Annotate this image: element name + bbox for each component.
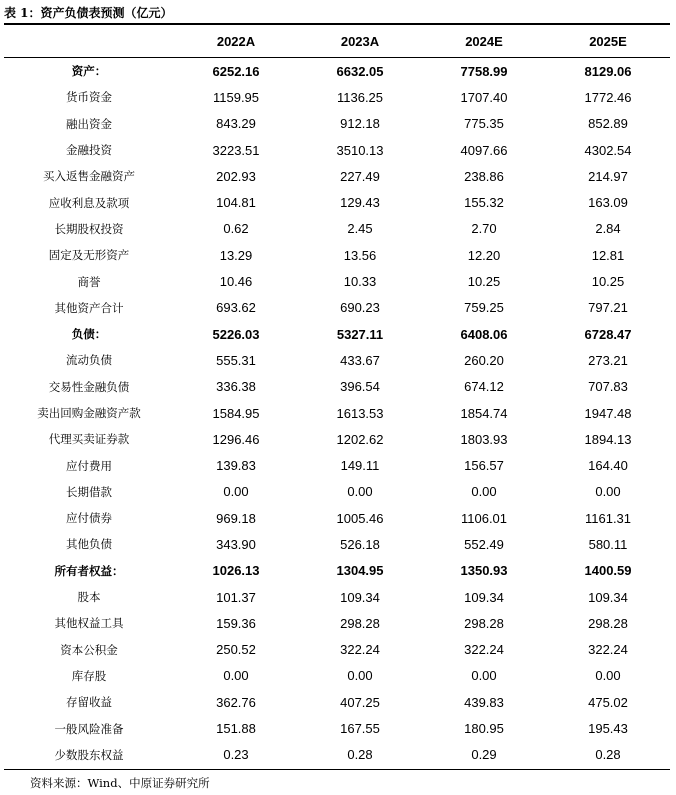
value-cell-2023a: 1304.95	[336, 563, 384, 579]
header-label-cell	[4, 25, 174, 58]
value-cell-2025e: 12.81	[591, 247, 625, 263]
value-cell-2023a: 407.25	[340, 694, 380, 710]
row-label: 资产：	[71, 64, 107, 79]
value-cell-2022a: 693.62	[216, 300, 256, 316]
value-cell-2022a: 362.76	[216, 694, 256, 710]
value-cell-2022a: 139.83	[216, 458, 256, 474]
value-cell-2023a: 109.34	[340, 589, 380, 605]
value-cell-2022a: 6252.16	[212, 63, 260, 79]
value-cell-2023a: 1005.46	[336, 510, 384, 526]
value-cell-2023a: 0.00	[347, 484, 373, 500]
row-label: 一般风险准备	[54, 721, 124, 736]
row-label: 负债：	[71, 327, 107, 342]
row-label: 少数股东权益	[54, 747, 124, 762]
row-label: 长期股权投资	[54, 221, 124, 236]
balance-sheet-table	[4, 25, 670, 768]
value-cell-2025e: 214.97	[588, 168, 628, 184]
row-label: 库存股	[71, 668, 107, 683]
value-cell-2023a: 912.18	[340, 116, 380, 132]
value-cell-2024e: 0.00	[471, 484, 497, 500]
value-cell-2023a: 0.00	[347, 668, 373, 684]
header-2022a: 2022A	[174, 25, 298, 58]
table-row	[4, 426, 670, 452]
value-cell-2025e: 4302.54	[584, 142, 632, 158]
value-cell-2024e: 260.20	[464, 352, 504, 368]
table-row	[4, 663, 670, 689]
value-cell-2023a: 5327.11	[336, 326, 384, 342]
value-cell-2025e: 852.89	[588, 116, 628, 132]
value-cell-2024e: 1707.40	[460, 89, 508, 105]
row-label: 商誉	[77, 274, 101, 289]
table-row	[4, 558, 670, 584]
value-cell-2025e: 1161.31	[584, 510, 632, 526]
value-cell-2024e: 0.29	[471, 747, 497, 763]
table-body	[4, 58, 670, 769]
row-label: 股本	[77, 590, 101, 605]
value-cell-2024e: 759.25	[464, 300, 504, 316]
value-cell-2024e: 2.70	[471, 221, 497, 237]
value-cell-2025e: 109.34	[588, 589, 628, 605]
value-cell-2025e: 475.02	[588, 694, 628, 710]
value-cell-2024e: 109.34	[464, 589, 504, 605]
value-cell-2022a: 3223.51	[212, 142, 260, 158]
value-cell-2024e: 439.83	[464, 694, 504, 710]
row-label: 金融投资	[66, 143, 112, 158]
value-cell-2022a: 0.62	[223, 221, 249, 237]
table-row	[4, 268, 670, 294]
value-cell-2022a: 10.46	[219, 274, 253, 290]
value-cell-2024e: 4097.66	[460, 142, 508, 158]
table-row	[4, 584, 670, 610]
header-2023a: 2023A	[298, 25, 422, 58]
header-2025e: 2025E	[546, 25, 670, 58]
table-row	[4, 610, 670, 636]
row-label: 其他权益工具	[54, 616, 124, 631]
value-cell-2023a: 6632.05	[336, 63, 384, 79]
value-cell-2025e: 1894.13	[584, 431, 632, 447]
value-cell-2024e: 12.20	[467, 247, 501, 263]
value-cell-2022a: 843.29	[216, 116, 256, 132]
table-row	[4, 163, 670, 189]
row-label: 融出资金	[66, 116, 112, 131]
value-cell-2025e: 6728.47	[584, 326, 632, 342]
header-2024e: 2024E	[422, 25, 546, 58]
value-cell-2025e: 1947.48	[584, 405, 632, 421]
row-label: 货币资金	[66, 90, 112, 105]
row-label: 买入返售金融资产	[43, 169, 135, 184]
value-cell-2022a: 336.38	[216, 379, 256, 395]
value-cell-2023a: 690.23	[340, 300, 380, 316]
table-row	[4, 321, 670, 347]
value-cell-2025e: 797.21	[588, 300, 628, 316]
value-cell-2022a: 555.31	[216, 352, 256, 368]
row-label: 应付债券	[66, 511, 112, 526]
row-label: 所有者权益：	[54, 563, 124, 578]
value-cell-2022a: 159.36	[216, 615, 256, 631]
table-row	[4, 531, 670, 557]
value-cell-2022a: 1026.13	[212, 563, 260, 579]
row-label: 固定及无形资产	[48, 248, 130, 263]
table-row	[4, 479, 670, 505]
value-cell-2025e: 273.21	[588, 352, 628, 368]
value-cell-2022a: 0.23	[223, 747, 249, 763]
value-cell-2025e: 707.83	[588, 379, 628, 395]
table-row	[4, 189, 670, 215]
table-row	[4, 295, 670, 321]
row-label: 其他负债	[66, 537, 112, 552]
value-cell-2022a: 5226.03	[212, 326, 260, 342]
row-label: 代理买卖证券款	[48, 432, 130, 447]
row-label: 交易性金融负债	[48, 379, 130, 394]
row-label: 流动负债	[66, 353, 112, 368]
value-cell-2022a: 1584.95	[212, 405, 260, 421]
row-label: 应收利息及款项	[48, 195, 130, 210]
row-label: 存留收益	[66, 695, 112, 710]
value-cell-2025e: 10.25	[591, 274, 625, 290]
header-row	[4, 25, 670, 58]
row-label: 其他资产合计	[54, 300, 124, 315]
value-cell-2023a: 1136.25	[336, 89, 384, 105]
value-cell-2024e: 298.28	[464, 615, 504, 631]
value-cell-2022a: 250.52	[216, 642, 256, 658]
value-cell-2023a: 298.28	[340, 615, 380, 631]
table-row	[4, 242, 670, 268]
row-label: 卖出回购金融资产款	[37, 406, 141, 420]
value-cell-2024e: 1106.01	[460, 510, 508, 526]
value-cell-2025e: 298.28	[588, 615, 628, 631]
value-cell-2024e: 6408.06	[460, 326, 508, 342]
value-cell-2022a: 343.90	[216, 536, 256, 552]
value-cell-2023a: 396.54	[340, 379, 380, 395]
value-cell-2024e: 155.32	[464, 195, 504, 211]
value-cell-2025e: 580.11	[588, 536, 628, 552]
value-cell-2024e: 552.49	[464, 536, 504, 552]
table-row	[4, 452, 670, 478]
value-cell-2023a: 3510.13	[336, 142, 384, 158]
table-row	[4, 137, 670, 163]
value-cell-2022a: 0.00	[223, 484, 249, 500]
value-cell-2025e: 195.43	[588, 721, 628, 737]
value-cell-2023a: 10.33	[343, 274, 377, 290]
value-cell-2024e: 7758.99	[460, 63, 508, 79]
table-row	[4, 637, 670, 663]
value-cell-2023a: 1613.53	[336, 405, 384, 421]
value-cell-2023a: 227.49	[340, 168, 380, 184]
value-cell-2023a: 13.56	[343, 247, 377, 263]
row-label: 应付费用	[66, 458, 112, 473]
value-cell-2023a: 433.67	[340, 352, 380, 368]
value-cell-2024e: 1854.74	[460, 405, 508, 421]
table-row	[4, 58, 670, 85]
value-cell-2023a: 0.28	[347, 747, 373, 763]
table-row	[4, 374, 670, 400]
value-cell-2024e: 1350.93	[460, 563, 508, 579]
value-cell-2022a: 1159.95	[212, 89, 260, 105]
table-title: 表 1：资产负债表预测（亿元）	[4, 6, 173, 20]
value-cell-2025e: 8129.06	[584, 63, 632, 79]
table-row	[4, 347, 670, 373]
value-cell-2025e: 0.28	[595, 747, 621, 763]
row-label: 资本公积金	[60, 642, 118, 657]
value-cell-2025e: 1772.46	[584, 89, 632, 105]
value-cell-2023a: 2.45	[347, 221, 373, 237]
value-cell-2025e: 2.84	[595, 221, 621, 237]
value-cell-2024e: 775.35	[464, 116, 504, 132]
row-label: 长期借款	[66, 484, 112, 499]
table-row	[4, 400, 670, 426]
value-cell-2024e: 674.12	[464, 379, 504, 395]
value-cell-2022a: 13.29	[219, 247, 253, 263]
value-cell-2025e: 0.00	[595, 484, 621, 500]
value-cell-2024e: 156.57	[464, 458, 504, 474]
table-row	[4, 505, 670, 531]
value-cell-2024e: 180.95	[464, 721, 504, 737]
value-cell-2024e: 238.86	[464, 168, 504, 184]
value-cell-2025e: 164.40	[588, 458, 628, 474]
value-cell-2023a: 526.18	[340, 536, 380, 552]
value-cell-2025e: 1400.59	[584, 563, 632, 579]
value-cell-2025e: 0.00	[595, 668, 621, 684]
table-row	[4, 689, 670, 715]
value-cell-2022a: 969.18	[216, 510, 256, 526]
value-cell-2024e: 322.24	[464, 642, 504, 658]
table-row	[4, 742, 670, 768]
value-cell-2023a: 129.43	[340, 195, 380, 211]
table-row	[4, 111, 670, 137]
value-cell-2024e: 10.25	[467, 274, 501, 290]
value-cell-2024e: 1803.93	[460, 431, 508, 447]
value-cell-2023a: 322.24	[340, 642, 380, 658]
value-cell-2025e: 163.09	[588, 195, 628, 211]
bottom-rule	[4, 769, 670, 770]
value-cell-2023a: 1202.62	[336, 431, 384, 447]
value-cell-2022a: 101.37	[216, 589, 256, 605]
value-cell-2022a: 151.88	[216, 721, 256, 737]
value-cell-2022a: 202.93	[216, 168, 256, 184]
table-row	[4, 216, 670, 242]
value-cell-2023a: 149.11	[340, 458, 380, 474]
value-cell-2025e: 322.24	[588, 642, 628, 658]
value-cell-2022a: 0.00	[223, 668, 249, 684]
value-cell-2024e: 0.00	[471, 668, 497, 684]
value-cell-2023a: 167.55	[340, 721, 380, 737]
value-cell-2022a: 1296.46	[212, 431, 260, 447]
table-row	[4, 84, 670, 110]
value-cell-2022a: 104.81	[216, 195, 256, 211]
table-row	[4, 715, 670, 741]
source-note: 资料来源：Wind、中原证券研究所	[30, 776, 210, 790]
